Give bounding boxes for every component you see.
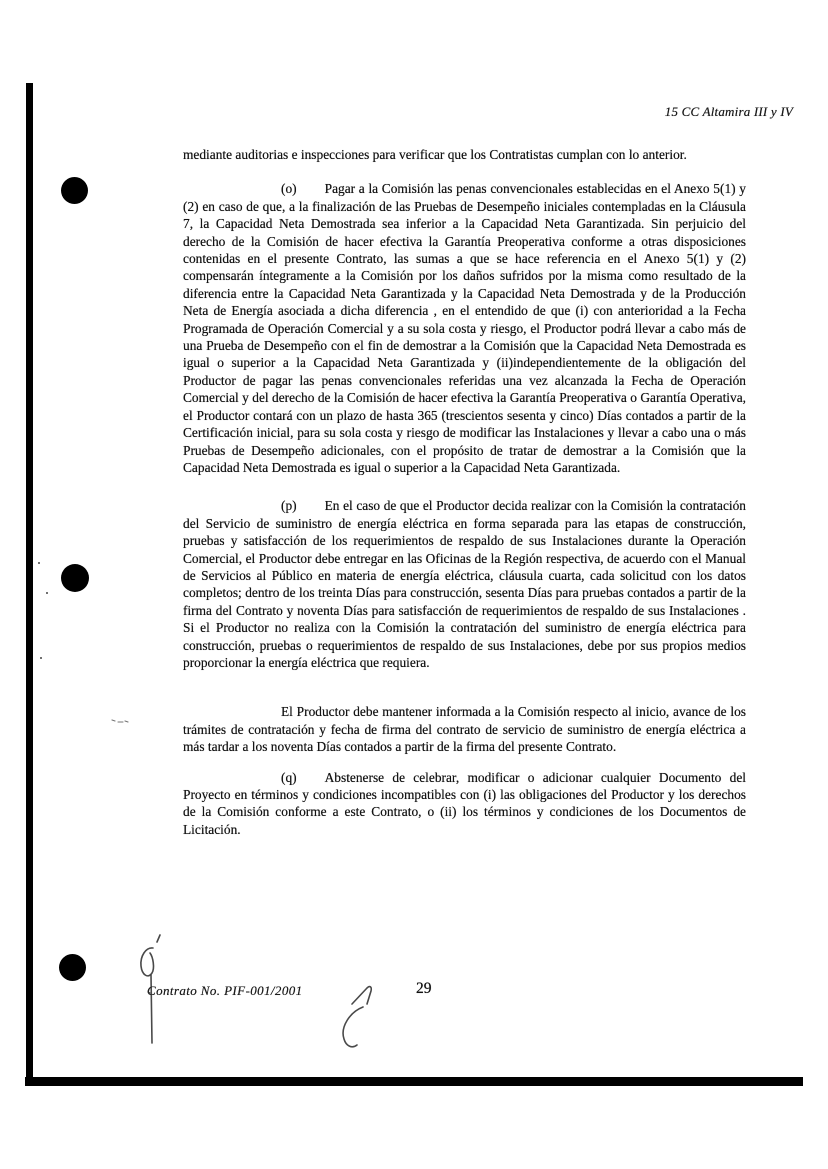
scan-speck [40, 657, 42, 659]
paragraph-label: (q) [281, 769, 297, 785]
body-paragraph-o [183, 180, 746, 476]
paragraph-label: (o) [281, 181, 297, 197]
paragraph-text: El Productor debe mantener informada a la Comisión respecto al inicio, avance de los trámites de contratación y fecha de firma del contrato de servicio de suministro de energía eléctrica a más tardar a los noventa Días contados a partir de la firma del presente Contrato. [183, 704, 746, 755]
scan-border-bottom [25, 1077, 803, 1086]
body-paragraph-q [183, 769, 746, 839]
body-paragraph [183, 703, 746, 755]
ink-smudge [112, 720, 128, 722]
footer-page-number: 29 [416, 980, 432, 997]
paragraph-text: mediante auditorias e inspecciones para verificar que los Contratistas cumplan con lo anterior. [183, 147, 687, 162]
paragraph-text: Pagar a la Comisión las penas convencionales establecidas en el Anexo 5(1) y (2) en caso de que, a la finalización de las Pruebas de Desempeño iniciales contempladas en la Cláusula 7, la Capacidad Neta Demostrada sea inferior a la Capacidad Neta Garantizada. Sin perjuicio del derecho de la Comisión de hacer efectiva la Garantía Preoperativa conforme a otras disposiciones contenidas en el presente Contrato, las sumas a que se hace referencia en el Anexo 5(1) y (2) compensarán íntegramente a la Comisión por los daños sufridos por la misma como resultado de la diferencia entre la Capacidad Neta Garantizada y la Capacidad Neta Demostrada y de la Producción Neta de Energía asociada a dicha diferencia , en el entendido de que (i) con anterioridad a la Fecha Programada de Operación Comercial y a su sola costa y riesgo, el Productor podrá llevar a cabo más de una Prueba de Desempeño con el fin de demostrar a la Comisión que la Capacidad Neta Demostrada es igual o superior a la Capacidad Neta Garantizada y (ii)independientemente de la obligación del Productor de pagar las penas convencionales referidas una vez alcanzada la Fecha de Operación Comercial y del derecho de la Comisión de hacer efectiva la Garantía Preoperativa o Garantía Operativa, el Productor contará con un plazo de hasta 365 (trescientos sesenta y cinco) Días contados a partir de la Certificación inicial, para su sola costa y riesgo de modificar las Instalaciones y llevar a cabo una o más Pruebas de Desempeño adicionales, con el propósito de tratar de demostrar a la Comisión que la Capacidad Neta Demostrada es igual o superior a la Capacidad Neta Garantizada. [183, 181, 746, 475]
hole-punch-mark-top [61, 177, 88, 204]
footer-contract-number: Contrato No. PIF-001/2001 [147, 983, 303, 998]
body-paragraph-p [183, 497, 746, 671]
scan-speck [38, 562, 40, 564]
paragraph-text: Abstenerse de celebrar, modificar o adicionar cualquier Documento del Proyecto en términos y condiciones incompatibles con (i) las obligaciones del Productor y los derechos de la Comisión conforme a este Contrato, o (ii) los términos y condiciones de los Documentos de Licitación. [183, 769, 746, 837]
scan-border-left [26, 83, 33, 1086]
scan-speck [46, 592, 48, 594]
hole-punch-mark-bottom [59, 954, 86, 981]
paragraph-label: (p) [281, 498, 297, 514]
paragraph-text: En el caso de que el Productor decida realizar con la Comisión la contratación del Servicio de suministro de energía eléctrica en forma separada para las etapas de construcción, pruebas y satisfacción de los requerimientos de respaldo de sus Instalaciones durante la Operación Comercial, el Productor debe entregar en las Oficinas de la Región respectiva, de acuerdo con el Manual de Servicios al Público en materia de energía eléctrica, cláusula cuarta, cada solicitud con los datos completos; dentro de los treinta Días para construcción, sesenta Días para pruebas contados a partir de la firma del Contrato y noventa Días para satisfacción de requerimientos de respaldo de sus Instalaciones . Si el Productor no realiza con la Comisión la contratación del suministro de energía eléctrica para construcción, pruebas o requerimientos de respaldo de sus Instalaciones, debe por sus propios medios proporcionar la energía eléctrica que requiera. [183, 498, 746, 670]
page-header-reference: 15 CC Altamira III y IV [664, 104, 793, 119]
pen-mark-center [343, 987, 371, 1047]
hole-punch-mark-middle [61, 564, 89, 592]
body-paragraph [183, 146, 746, 163]
document-body [183, 146, 746, 838]
